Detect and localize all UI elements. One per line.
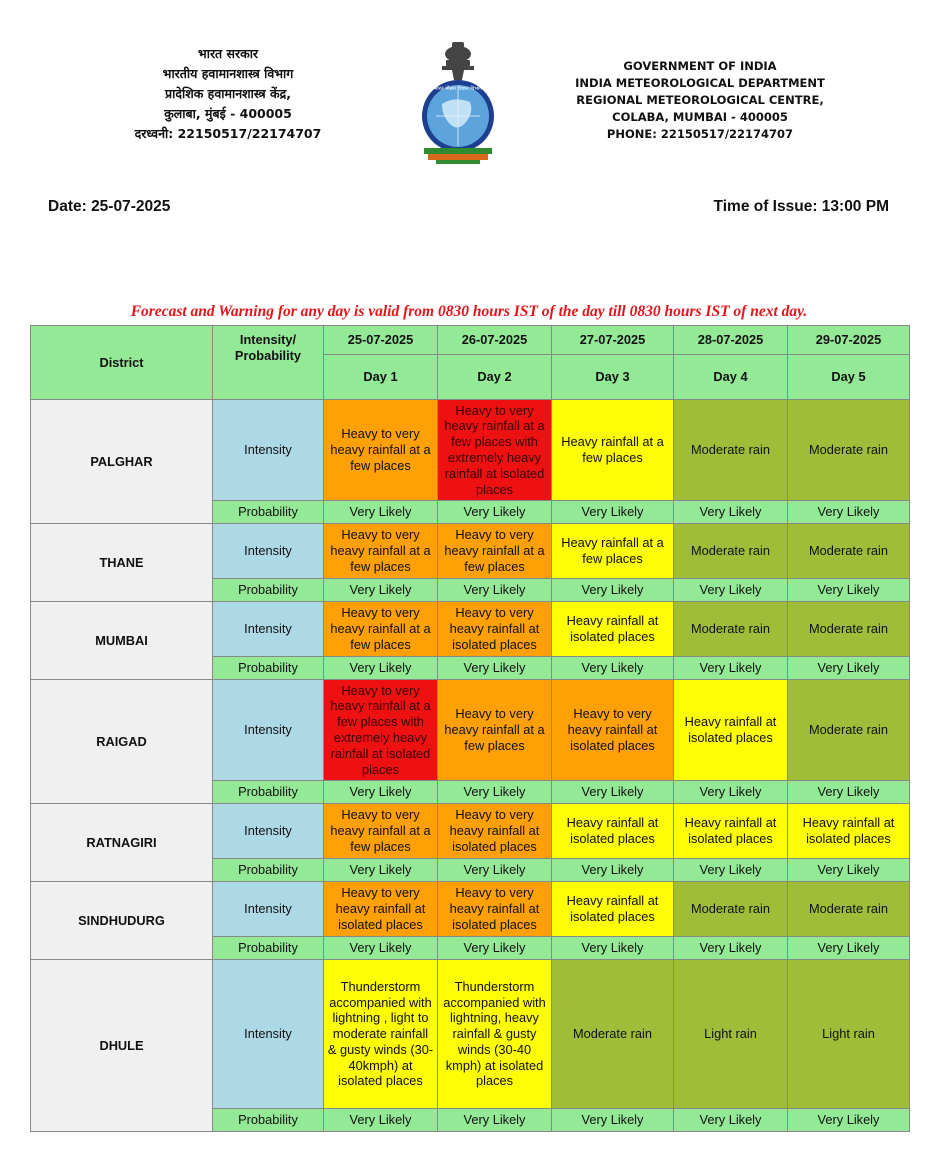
probability-cell: Very Likely: [438, 937, 552, 960]
probability-cell: Very Likely: [674, 657, 788, 680]
probability-label: Probability: [213, 859, 324, 882]
probability-cell: Very Likely: [552, 579, 674, 602]
probability-cell: Very Likely: [674, 1109, 788, 1132]
forecast-cell: Heavy to very heavy rainfall at a few places: [324, 400, 438, 501]
date-header: 28-07-2025: [674, 326, 788, 355]
day-header: Day 1: [324, 355, 438, 400]
hindi-line: दरध्वनी: 22150517/22174707: [134, 126, 322, 141]
probability-cell: Very Likely: [552, 937, 674, 960]
forecast-cell: Heavy to very heavy rainfall at a few places: [324, 602, 438, 657]
date-header: 26-07-2025: [438, 326, 552, 355]
intensity-label: Intensity: [213, 804, 324, 859]
probability-label: Probability: [213, 501, 324, 524]
forecast-cell: Heavy rainfall at a few places: [552, 400, 674, 501]
forecast-cell: Heavy rainfall at a few places: [552, 524, 674, 579]
english-line: REGIONAL METEOROLOGICAL CENTRE,: [576, 93, 824, 107]
header-english-block: [560, 58, 840, 143]
probability-label: Probability: [213, 657, 324, 680]
probability-cell: Very Likely: [552, 781, 674, 804]
date-header: 29-07-2025: [788, 326, 910, 355]
day-header: Day 2: [438, 355, 552, 400]
hindi-line: प्रादेशिक हवामानशास्त्र केंद्र,: [165, 86, 291, 101]
probability-cell: Very Likely: [674, 781, 788, 804]
forecast-cell: Heavy to very heavy rainfall at isolated places: [438, 804, 552, 859]
table-header-row: [31, 326, 910, 355]
probability-cell: Very Likely: [438, 501, 552, 524]
table-row: [31, 960, 910, 1109]
probability-cell: Very Likely: [674, 859, 788, 882]
table-row: [31, 524, 910, 579]
district-name: PALGHAR: [31, 400, 213, 524]
district-name: RAIGAD: [31, 680, 213, 804]
probability-cell: Very Likely: [674, 501, 788, 524]
probability-cell: Very Likely: [788, 937, 910, 960]
probability-cell: Very Likely: [324, 781, 438, 804]
emblem-text: भारत मौसम विज्ञान विभाग: [433, 86, 483, 92]
probability-label: Probability: [213, 937, 324, 960]
probability-cell: Very Likely: [552, 501, 674, 524]
probability-label: Probability: [213, 579, 324, 602]
table-row: [31, 680, 910, 781]
forecast-cell: Moderate rain: [674, 524, 788, 579]
probability-cell: Very Likely: [552, 657, 674, 680]
hindi-line: भारत सरकार: [197, 46, 259, 61]
probability-cell: Very Likely: [674, 937, 788, 960]
district-column-header: District: [31, 326, 213, 400]
probability-cell: Very Likely: [438, 579, 552, 602]
intensity-label: Intensity: [213, 882, 324, 937]
forecast-table: [30, 325, 910, 1132]
day-header: Day 5: [788, 355, 910, 400]
date-header: 25-07-2025: [324, 326, 438, 355]
time-of-issue: Time of Issue: 13:00 PM: [713, 198, 889, 215]
forecast-cell: Moderate rain: [788, 400, 910, 501]
probability-cell: Very Likely: [552, 859, 674, 882]
header-hindi-block: [118, 44, 338, 144]
probability-cell: Very Likely: [788, 579, 910, 602]
forecast-cell: Heavy rainfall at isolated places: [552, 804, 674, 859]
forecast-cell: Light rain: [788, 960, 910, 1109]
forecast-cell: Thunderstorm accompanied with lightning, heavy rainfall & gusty winds (30-40 kmph) at isolated places: [438, 960, 552, 1109]
forecast-cell: Heavy to very heavy rainfall at isolated places: [324, 882, 438, 937]
forecast-cell: Heavy to very heavy rainfall at a few places: [438, 524, 552, 579]
forecast-cell: Moderate rain: [674, 882, 788, 937]
forecast-cell: Moderate rain: [674, 602, 788, 657]
forecast-cell: Moderate rain: [552, 960, 674, 1109]
table-row: [31, 804, 910, 859]
imd-emblem-logo: [412, 40, 504, 168]
forecast-cell: Heavy rainfall at isolated places: [674, 804, 788, 859]
forecast-cell: Heavy rainfall at isolated places: [552, 882, 674, 937]
english-line: PHONE: 22150517/22174707: [606, 127, 794, 141]
probability-cell: Very Likely: [324, 501, 438, 524]
forecast-cell: Moderate rain: [788, 680, 910, 781]
forecast-cell: Heavy rainfall at isolated places: [552, 602, 674, 657]
date-header: 27-07-2025: [552, 326, 674, 355]
probability-cell: Very Likely: [438, 859, 552, 882]
probability-label: Probability: [213, 781, 324, 804]
table-row: [31, 400, 910, 501]
district-name: RATNAGIRI: [31, 804, 213, 882]
forecast-cell: Heavy to very heavy rainfall at a few places: [324, 804, 438, 859]
intensity-label: Intensity: [213, 960, 324, 1109]
intensity-label: Intensity: [213, 524, 324, 579]
forecast-cell: Heavy to very heavy rainfall at isolated places: [438, 602, 552, 657]
forecast-cell: Heavy to very heavy rainfall at a few places with extremely heavy rainfall at isolated places: [324, 680, 438, 781]
probability-cell: Very Likely: [438, 781, 552, 804]
probability-cell: Very Likely: [324, 657, 438, 680]
type-column-header: Intensity/ Probability: [213, 326, 324, 400]
forecast-cell: Moderate rain: [674, 400, 788, 501]
forecast-cell: Heavy to very heavy rainfall at a few places: [324, 524, 438, 579]
forecast-cell: Moderate rain: [788, 524, 910, 579]
probability-cell: Very Likely: [788, 1109, 910, 1132]
english-line: COLABA, MUMBAI - 400005: [612, 110, 788, 124]
english-line: INDIA METEOROLOGICAL DEPARTMENT: [575, 76, 825, 90]
district-name: THANE: [31, 524, 213, 602]
probability-cell: Very Likely: [788, 859, 910, 882]
forecast-cell: Heavy to very heavy rainfall at isolated places: [438, 882, 552, 937]
probability-cell: Very Likely: [324, 579, 438, 602]
forecast-cell: Heavy to very heavy rainfall at a few places: [438, 680, 552, 781]
forecast-cell: Heavy to very heavy rainfall at a few places with extremely heavy rainfall at isolated places: [438, 400, 552, 501]
hindi-line: कुलाबा, मुंबई - 400005: [164, 106, 292, 121]
validity-note: Forecast and Warning for any day is valid from 0830 hours IST of the day till 0830 hours IST of next day.: [130, 303, 808, 320]
table-row: [31, 882, 910, 937]
forecast-cell: Heavy rainfall at isolated places: [788, 804, 910, 859]
forecast-cell: Moderate rain: [788, 602, 910, 657]
day-header: Day 3: [552, 355, 674, 400]
probability-cell: Very Likely: [552, 1109, 674, 1132]
district-name: DHULE: [31, 960, 213, 1132]
english-line: GOVERNMENT OF INDIA: [623, 59, 777, 73]
probability-cell: Very Likely: [788, 657, 910, 680]
district-name: SINDHUDURG: [31, 882, 213, 960]
hindi-line: भारतीय हवामानशास्त्र विभाग: [162, 66, 294, 81]
issue-date: Date: 25-07-2025: [48, 198, 171, 215]
probability-cell: Very Likely: [324, 937, 438, 960]
intensity-label: Intensity: [213, 400, 324, 501]
table-row: [31, 602, 910, 657]
forecast-cell: Moderate rain: [788, 882, 910, 937]
intensity-label: Intensity: [213, 680, 324, 781]
probability-label: Probability: [213, 1109, 324, 1132]
probability-cell: Very Likely: [324, 859, 438, 882]
district-name: MUMBAI: [31, 602, 213, 680]
probability-cell: Very Likely: [674, 579, 788, 602]
forecast-cell: Heavy to very heavy rainfall at isolated places: [552, 680, 674, 781]
probability-cell: Very Likely: [324, 1109, 438, 1132]
probability-cell: Very Likely: [438, 1109, 552, 1132]
forecast-cell: Light rain: [674, 960, 788, 1109]
forecast-cell: Thunderstorm accompanied with lightning , light to moderate rainfall & gusty winds (30-40kmph) at isolated places: [324, 960, 438, 1109]
probability-cell: Very Likely: [788, 501, 910, 524]
day-header: Day 4: [674, 355, 788, 400]
intensity-label: Intensity: [213, 602, 324, 657]
probability-cell: Very Likely: [788, 781, 910, 804]
probability-cell: Very Likely: [438, 657, 552, 680]
forecast-cell: Heavy rainfall at isolated places: [674, 680, 788, 781]
